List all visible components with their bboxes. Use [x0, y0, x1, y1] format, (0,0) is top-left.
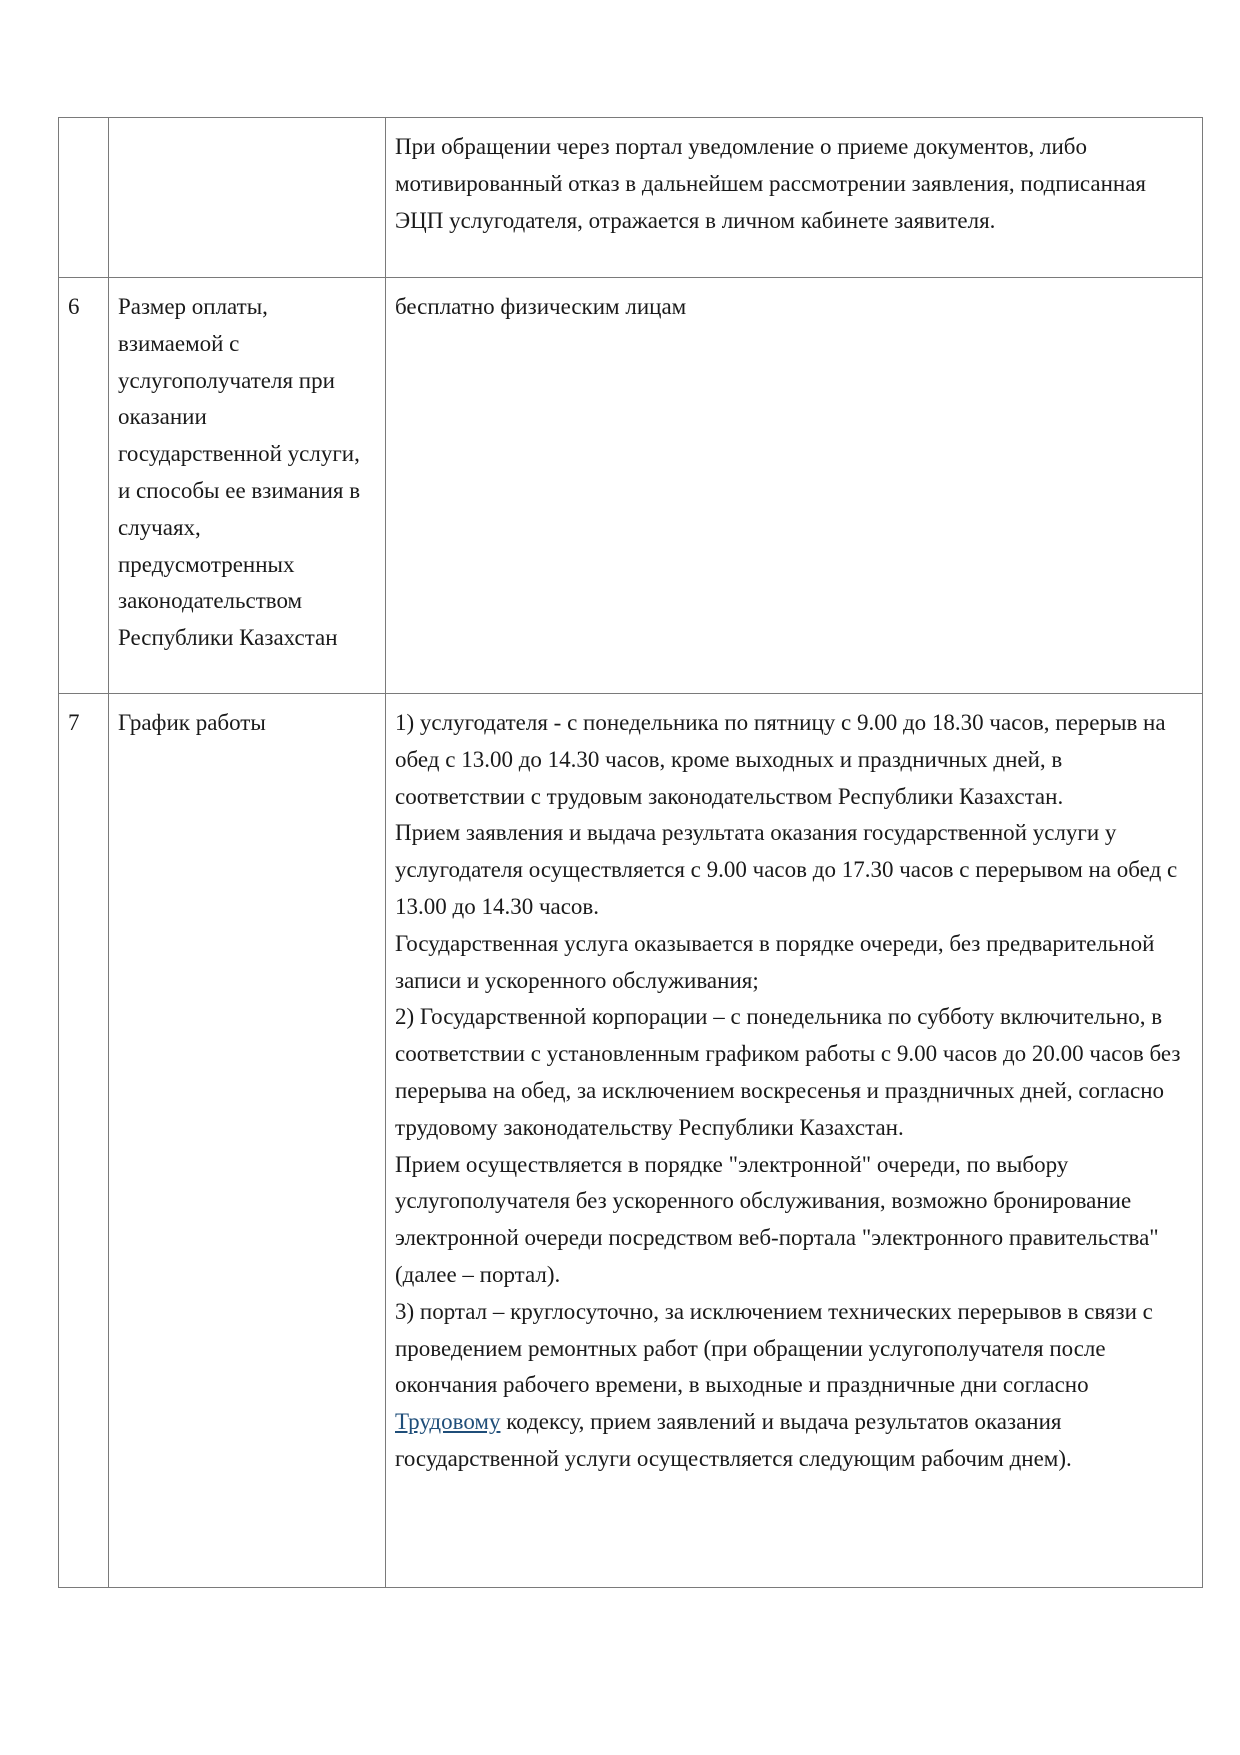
schedule-paragraph-portal: [395, 1294, 1194, 1478]
row-value-cell: [386, 118, 1203, 278]
table-row-schedule: [59, 694, 1203, 1588]
portal-notification-paragraph: При обращении через портал уведомление о приеме документов, либо мотивированный отказ в дальнейшем рассмотрении заявления, подписанная ЭЦП услугодателя, отражается в личном кабинете заявителя.: [395, 134, 1147, 233]
row-number-cell: [59, 118, 109, 278]
service-standard-table: [58, 117, 1203, 1588]
schedule-paragraph-electronic-queue: Прием осуществляется в порядке "электронной" очереди, по выбору услугополучателя без ускоренного обслуживания, возможно бронирование электронной очереди посредством веб-портала "электронного правительства" (далее – портал).: [395, 1151, 1159, 1287]
row-name-cell: [109, 118, 386, 278]
row-number-cell: 7: [59, 694, 109, 1588]
payment-paragraph: бесплатно физическим лицам: [395, 294, 687, 319]
labor-code-link[interactable]: Трудовому: [395, 1409, 501, 1435]
row-value-cell: [386, 278, 1203, 694]
portal-text-before-link: 3) портал – круглосуточно, за исключением технических перерывов в связи с проведением ремонтных работ (при обращении услугополучателя после окончания рабочего времени, в выходные и праздничные дни согласно: [395, 1298, 1153, 1398]
table-row-continuation: [59, 118, 1203, 278]
row-name-cell: График работы: [109, 694, 386, 1588]
schedule-paragraph-provider: 1) услугодателя - с понедельника по пятницу с 9.00 до 18.30 часов, перерыв на обед с 13.00 до 14.30 часов, кроме выходных и праздничных дней, в соответствии с трудовым законодательством Республики Казахстан.: [395, 710, 1166, 809]
row-name-cell: Размер оплаты, взимаемой с услугополучателя при оказании государственной услуги, и способы ее взимания в случаях, предусмотренных законодательством Республики Казахстан: [109, 278, 386, 694]
row-number-cell: 6: [59, 278, 109, 694]
schedule-paragraph-corporation: 2) Государственной корпорации – с понедельника по субботу включительно, в соответствии с установленным графиком работы с 9.00 часов до 20.00 часов без перерыва на обед, за исключением воскресенья и праздничных дней, согласно трудовому законодательству Республики Казахстан.: [395, 1004, 1181, 1140]
row-value-cell: [386, 694, 1203, 1588]
schedule-paragraph-queue: Государственная услуга оказывается в порядке очереди, без предварительной записи и ускоренного обслуживания;: [395, 930, 1155, 993]
portal-text-after-link: кодексу, прием заявлений и выдача результатов оказания государственной услуги осуществляется следующим рабочим днем).: [395, 1409, 1072, 1471]
schedule-paragraph-reception: Прием заявления и выдача результата оказания государственной услуги у услугодателя осуществляется с 9.00 часов до 17.30 часов с перерывом на обед с 13.00 до 14.30 часов.: [395, 820, 1178, 919]
table-row-payment: [59, 278, 1203, 694]
